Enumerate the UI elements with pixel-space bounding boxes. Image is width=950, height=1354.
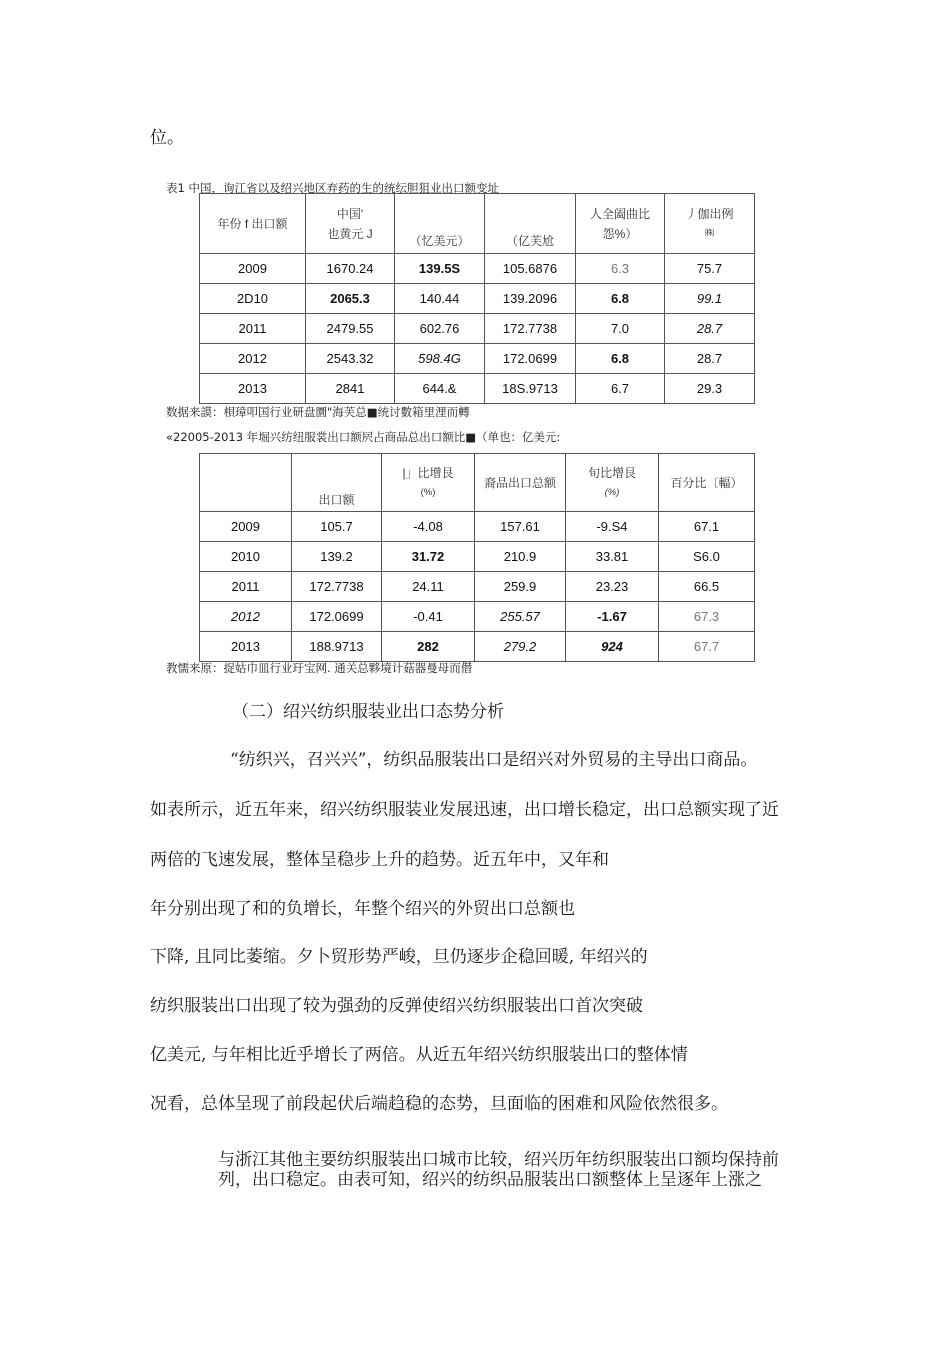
table2-source: 教懦来原：捉姑巾皿行业玗宝网. 通关总夥境计菇器曼母而僣 xyxy=(166,661,473,675)
table-cell: 7.0 xyxy=(576,314,665,344)
table-cell: 2012 xyxy=(200,602,292,632)
table-cell: 66.5 xyxy=(659,572,755,602)
table-cell: 255.57 xyxy=(475,602,566,632)
table-cell: 2065.3 xyxy=(306,284,395,314)
table-cell: 2012 xyxy=(200,344,306,374)
table-row xyxy=(200,602,755,632)
table-cell: 2010 xyxy=(200,542,292,572)
t1-header-zhejiang: （忆美元） xyxy=(395,194,485,254)
t2-header-growth-line1: |」比增艮 xyxy=(402,465,454,480)
table-cell: 2011 xyxy=(200,314,306,344)
t2-header-export: 出口额 xyxy=(292,454,382,512)
table2-header-row xyxy=(200,454,755,512)
table-cell: 6.8 xyxy=(576,344,665,374)
table-cell: 2011 xyxy=(200,572,292,602)
table2 xyxy=(199,453,755,662)
table-cell: -4.08 xyxy=(382,512,475,542)
table-cell: -1.67 xyxy=(566,602,659,632)
table-row xyxy=(200,542,755,572)
table-cell: 105.7 xyxy=(292,512,382,542)
table-cell: 139.2096 xyxy=(485,284,576,314)
paragraph-line: 亿美元, 与年相比近乎增长了两倍。从近五年绍兴纺织服装出口的整体情 xyxy=(150,1045,688,1065)
table-cell: 210.9 xyxy=(475,542,566,572)
table-cell: 2841 xyxy=(306,374,395,404)
table-cell: 279.2 xyxy=(475,632,566,662)
t1-header-china xyxy=(306,194,395,254)
table-cell: 2479.55 xyxy=(306,314,395,344)
t2-header-growth xyxy=(382,454,475,512)
table-cell: 172.7738 xyxy=(485,314,576,344)
table-row xyxy=(200,512,755,542)
table-row xyxy=(200,344,755,374)
t2-header-total-growth xyxy=(566,454,659,512)
table-cell: 99.1 xyxy=(665,284,755,314)
table-cell: 644.& xyxy=(395,374,485,404)
table-cell: 75.7 xyxy=(665,254,755,284)
table-cell: 29.3 xyxy=(665,374,755,404)
table-cell: 188.9713 xyxy=(292,632,382,662)
t2-header-year xyxy=(200,454,292,512)
table-cell: -0.41 xyxy=(382,602,475,632)
t2-header-growth-line2: (%) xyxy=(420,486,436,498)
t2-header-total-export: 裔品出口总额 xyxy=(475,454,566,512)
table1-caption: 表1 中国，询江省以及绍兴地区弃药的生的统纭胆狙业出口额变址 xyxy=(166,181,499,195)
t1-header-china-line1: 中国' xyxy=(336,206,364,221)
table-cell: 140.44 xyxy=(395,284,485,314)
table-row xyxy=(200,632,755,662)
table-cell: 598.4G xyxy=(395,344,485,374)
table-cell: -9.S4 xyxy=(566,512,659,542)
t1-header-province-share-line2: ㈱ xyxy=(704,227,715,239)
t1-header-year: 年份 f 出口额 xyxy=(200,194,306,254)
table-cell: 23.23 xyxy=(566,572,659,602)
t2-header-total-growth-line1: 旬比增艮 xyxy=(587,465,636,480)
table1-header-row xyxy=(200,194,755,254)
t1-header-province-share xyxy=(665,194,755,254)
paragraph-line: 况看，总体呈现了前段起伏后端趋稳的态势，旦面临的困难和风险依然很多。 xyxy=(150,1094,728,1114)
table-cell: 67.7 xyxy=(659,632,755,662)
table-cell: 172.7738 xyxy=(292,572,382,602)
table-cell: 2543.32 xyxy=(306,344,395,374)
table-cell: 2D10 xyxy=(200,284,306,314)
table-cell: 2009 xyxy=(200,512,292,542)
top-text: 位。 xyxy=(150,128,184,148)
table-cell: 2013 xyxy=(200,632,292,662)
table-cell: 18S.9713 xyxy=(485,374,576,404)
t1-header-national-share-line1: 人全阖曲比 xyxy=(589,206,650,221)
paragraph-line: 年分别出现了和的负增长，年整个绍兴的外贸出口总额也 xyxy=(150,899,575,919)
table-cell: 157.61 xyxy=(475,512,566,542)
paragraph-line: 下降, 且同比萎缩。夕卜贸形势严峻，旦仍逐步企稳回暖, 年绍兴的 xyxy=(150,947,648,967)
table-cell: 602.76 xyxy=(395,314,485,344)
table-cell: 28.7 xyxy=(665,314,755,344)
table-row xyxy=(200,254,755,284)
table2-caption: «22005-2013 年堀兴纺纽服裳出口额屄占商品总出口额比■（单也：亿美元: xyxy=(166,430,561,444)
table-cell: 33.81 xyxy=(566,542,659,572)
t1-header-national-share xyxy=(576,194,665,254)
table-cell: 172.0699 xyxy=(485,344,576,374)
table-cell: 259.9 xyxy=(475,572,566,602)
table-cell: 28.7 xyxy=(665,344,755,374)
table-cell: 31.72 xyxy=(382,542,475,572)
table-row xyxy=(200,374,755,404)
table-cell: 67.1 xyxy=(659,512,755,542)
table-cell: 1670.24 xyxy=(306,254,395,284)
table-row xyxy=(200,314,755,344)
table-cell: 6.8 xyxy=(576,284,665,314)
table1 xyxy=(199,193,755,404)
t2-header-percentage: 百分比〔輻） xyxy=(659,454,755,512)
table-row xyxy=(200,572,755,602)
table-cell: 105.6876 xyxy=(485,254,576,284)
table-cell: 924 xyxy=(566,632,659,662)
t1-header-province-share-line1: 丿伽出例 xyxy=(685,206,734,221)
paragraph-line: 如表所示，近五年来，绍兴纺织服装业发展迅速，出口增长稳定，出口总额实现了近 xyxy=(150,800,779,820)
table-row xyxy=(200,284,755,314)
table-cell: 172.0699 xyxy=(292,602,382,632)
paragraph-line: 两倍的飞速发展，整体呈稳步上升的趋势。近五年中，又年和 xyxy=(150,850,609,870)
paragraph-line: 纺织服装出口出现了较为强劲的反弹使绍兴纺织服装出口首次突破 xyxy=(150,996,643,1016)
paragraph2-line: 与浙江其他主要纺织服装出口城市比较，绍兴历年纺织服装出口额均保持前 xyxy=(218,1150,779,1170)
t2-header-total-growth-line2: (%) xyxy=(604,486,620,498)
t1-header-china-line2: 也黄元 J xyxy=(327,226,373,241)
table-cell: 139.5S xyxy=(395,254,485,284)
paragraph-line: “纺织兴，召兴兴”，纺织品服装出口是绍兴对外贸易的主导出口商品。 xyxy=(230,750,758,770)
table-cell: 6.3 xyxy=(576,254,665,284)
t1-header-shaoxing: （亿芙尬 xyxy=(485,194,576,254)
paragraph2-line: 列，出口稳定。由表可知，绍兴的纺织品服装出口额整体上呈逐年上涨之 xyxy=(218,1170,762,1190)
table-cell: 2013 xyxy=(200,374,306,404)
t1-header-national-share-line2: 怨%） xyxy=(602,226,638,241)
section-heading: （二）绍兴纺织服装业出口态势分析 xyxy=(232,702,504,722)
table-cell: 282 xyxy=(382,632,475,662)
table-cell: S6.0 xyxy=(659,542,755,572)
table-cell: 24.11 xyxy=(382,572,475,602)
table-cell: 139.2 xyxy=(292,542,382,572)
table-cell: 6.7 xyxy=(576,374,665,404)
table-cell: 67.3 xyxy=(659,602,755,632)
table-cell: 2009 xyxy=(200,254,306,284)
table1-source: 数据来謨：梖璋叩国行业研盘圜"海芙总■统讨數箱里浬而轉 xyxy=(166,405,470,419)
